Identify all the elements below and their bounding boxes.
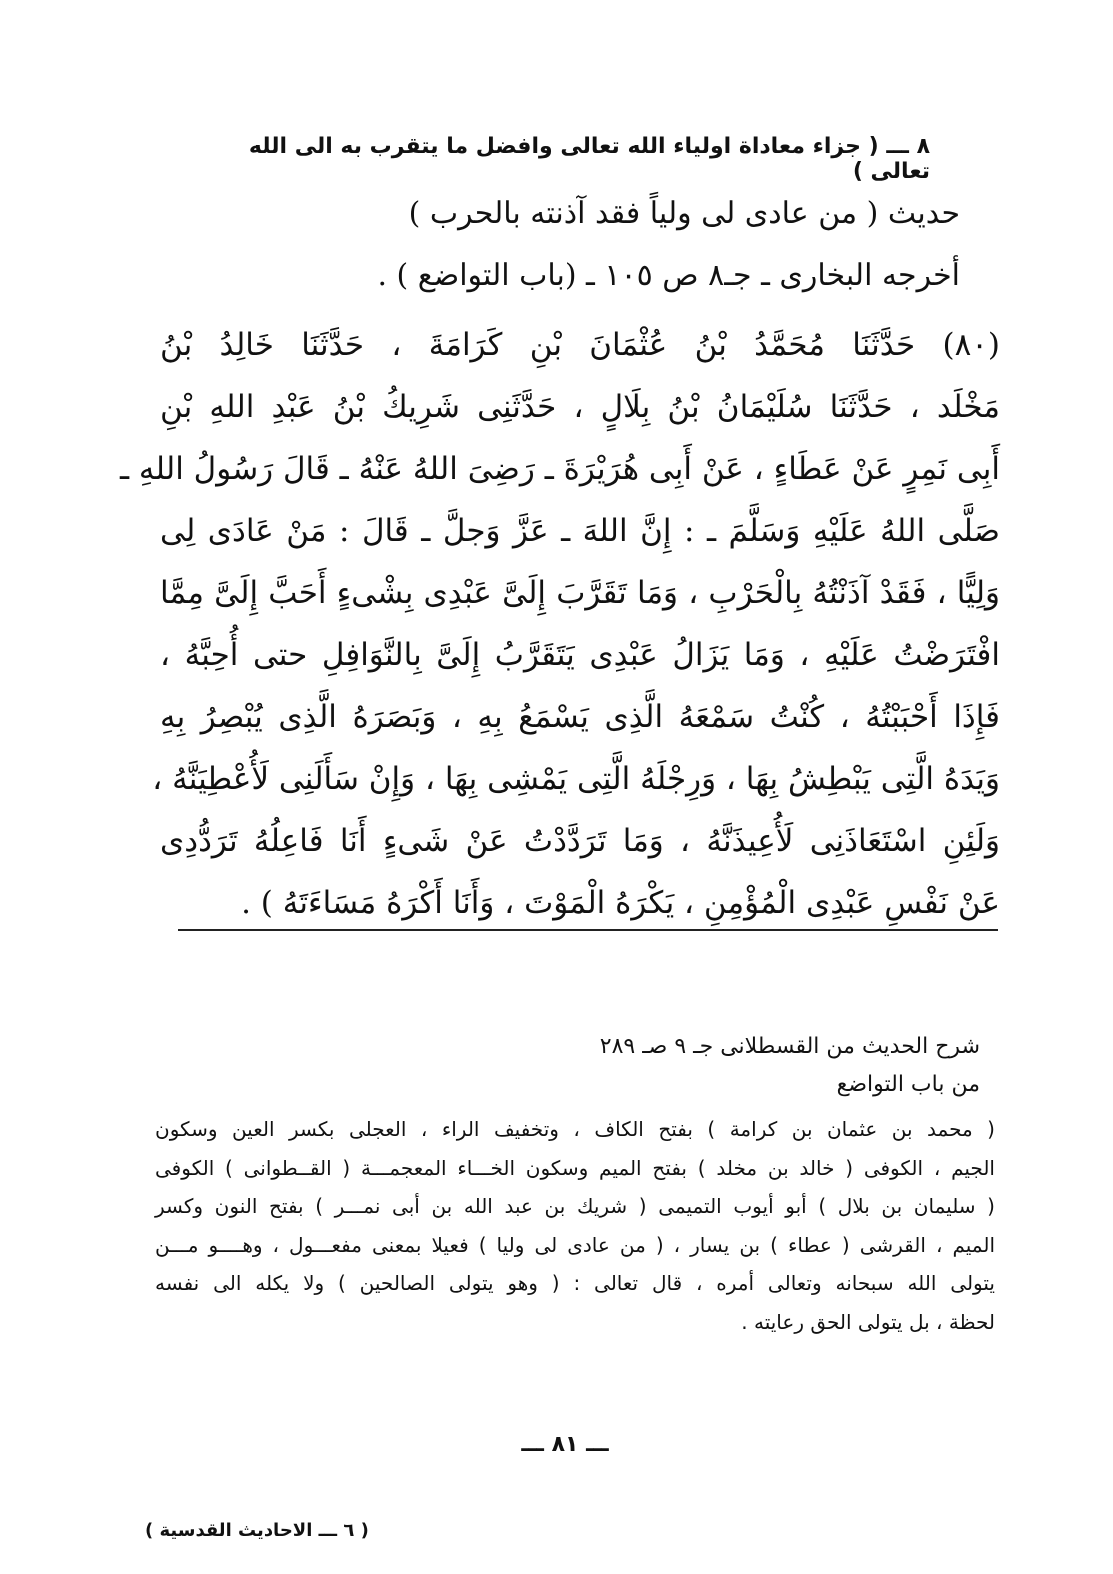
hadith-line: وَلِيًّا ، فَقَدْ آذَنْتُهُ بِالْحَرْبِ ، وَمَا تَقَرَّبَ إِلَىَّ عَبْدِى بِشْىءٍ أَحَبَّ إِلَىَّ مِمَّا: [160, 575, 1000, 611]
chapter-heading: ٨ ـــ ( جزاء معاداة اولياء الله تعالى وافضل ما يتقرب به الى الله تعالى ): [248, 134, 930, 184]
footer-signature: ( ٦ ـــ الاحاديث القدسية ): [145, 1520, 369, 1541]
commentary-subtitle: من باب التواضع: [836, 1072, 980, 1097]
hadith-line: أَبِى نَمِرٍ عَنْ عَطَاءٍ ، عَنْ أَبِى هُرَيْرَةَ ـ رَضِىَ اللهُ عَنْهُ ـ قَالَ رَسُولُ اللهِ ـ: [119, 451, 1000, 487]
section-divider: [178, 929, 998, 931]
commentary-line: لحظة ، بل يتولى الحق رعايته .: [741, 1309, 995, 1334]
commentary-line: الميم ، القرشى ( عطاء ) بن يسار ، ( من عادى لى وليا ) فعيلا بمعنى مفعـــول ، وهــــو مـــن: [155, 1232, 995, 1257]
hadith-title: حديث ( من عادى لى ولياً فقد آذنته بالحرب ): [408, 196, 960, 231]
commentary-line: ( محمد بن عثمان بن كرامة ) بفتح الكاف ، وتخفيف الراء ، العجلى بكسر العين وسكون: [155, 1117, 995, 1141]
hadith-line: فَإِذَا أَحْبَبْتُهُ ، كُنْتُ سَمْعَهُ الَّذِى يَسْمَعُ بِهِ ، وَبَصَرَهُ الَّذِى يُبْصِرُ بِهِ: [160, 699, 1000, 735]
hadith-line: صَلَّى اللهُ عَلَيْهِ وَسَلَّمَ ـ : إِنَّ اللهَ ـ عَزَّ وَجلَّ ـ قَالَ : مَنْ عَادَى لِى: [160, 513, 1000, 549]
hadith-line: افْتَرَضْتُ عَلَيْهِ ، وَمَا يَزَالُ عَبْدِى يَتَقَرَّبُ إِلَىَّ بِالنَّوَافِلِ حتى أُحِبَّهُ ،: [160, 637, 1000, 673]
hadith-line: (٨٠) حَدَّثَنَا مُحَمَّدُ بْنُ عُثْمَانَ بْنِ كَرَامَةَ ، حَدَّثَنَا خَالِدُ بْنُ: [160, 327, 1000, 363]
hadith-source: أخرجه البخارى ـ جـ٨ ص ١٠٥ ـ (باب التواضع ) .: [377, 258, 960, 293]
commentary-title: شرح الحديث من القسطلانى جـ ٩ صـ ٢٨٩: [599, 1034, 980, 1059]
commentary-text: [155, 1110, 995, 1341]
commentary-line: يتولى الله سبحانه وتعالى أمره ، قال تعالى : ( وهو يتولى الصالحين ) ولا يكله الى نفسه: [155, 1271, 995, 1295]
page-number: ـــ ٨١ ـــ: [521, 1432, 609, 1457]
hadith-line: عَنْ نَفْسِ عَبْدِى الْمُؤْمِنِ ، يَكْرَهُ الْمَوْتَ ، وَأَنَا أَكْرَهُ مَسَاءَتَهُ ) .: [241, 885, 1000, 921]
commentary-line: ( سليمان بن بلال ) أبو أيوب التميمى ( شريك بن عبد الله بن أبى نمـــر ) بفتح النون وكسر: [155, 1194, 995, 1218]
hadith-line: وَيَدَهُ الَّتِى يَبْطِشُ بِهَا ، وَرِجْلَهُ الَّتِى يَمْشِى بِهَا ، وَإِنْ سَأَلَنِى لَأُعْطِيَنَّهُ ،: [152, 761, 1000, 797]
hadith-text: [119, 314, 1000, 934]
hadith-line: مَخْلَد ، حَدَّثَنَا سُلَيْمَانُ بْنُ بِلَالٍ ، حَدَّثَنِى شَرِيكُ بْنُ عَبْدِ اللهِ بْنِ: [160, 389, 1000, 425]
commentary-line: الجيم ، الكوفى ( خالد بن مخلد ) بفتح الميم وسكون الخـــاء المعجمـــة ( القــطوانى ) الكوفى: [155, 1155, 995, 1180]
hadith-line: وَلَئِنِ اسْتَعَاذَنِى لَأُعِيذَنَّهُ ، وَمَا تَرَدَّدْتُ عَنْ شَىءٍ أَنَا فَاعِلُهُ تَرَدُّدِى: [160, 823, 1000, 859]
